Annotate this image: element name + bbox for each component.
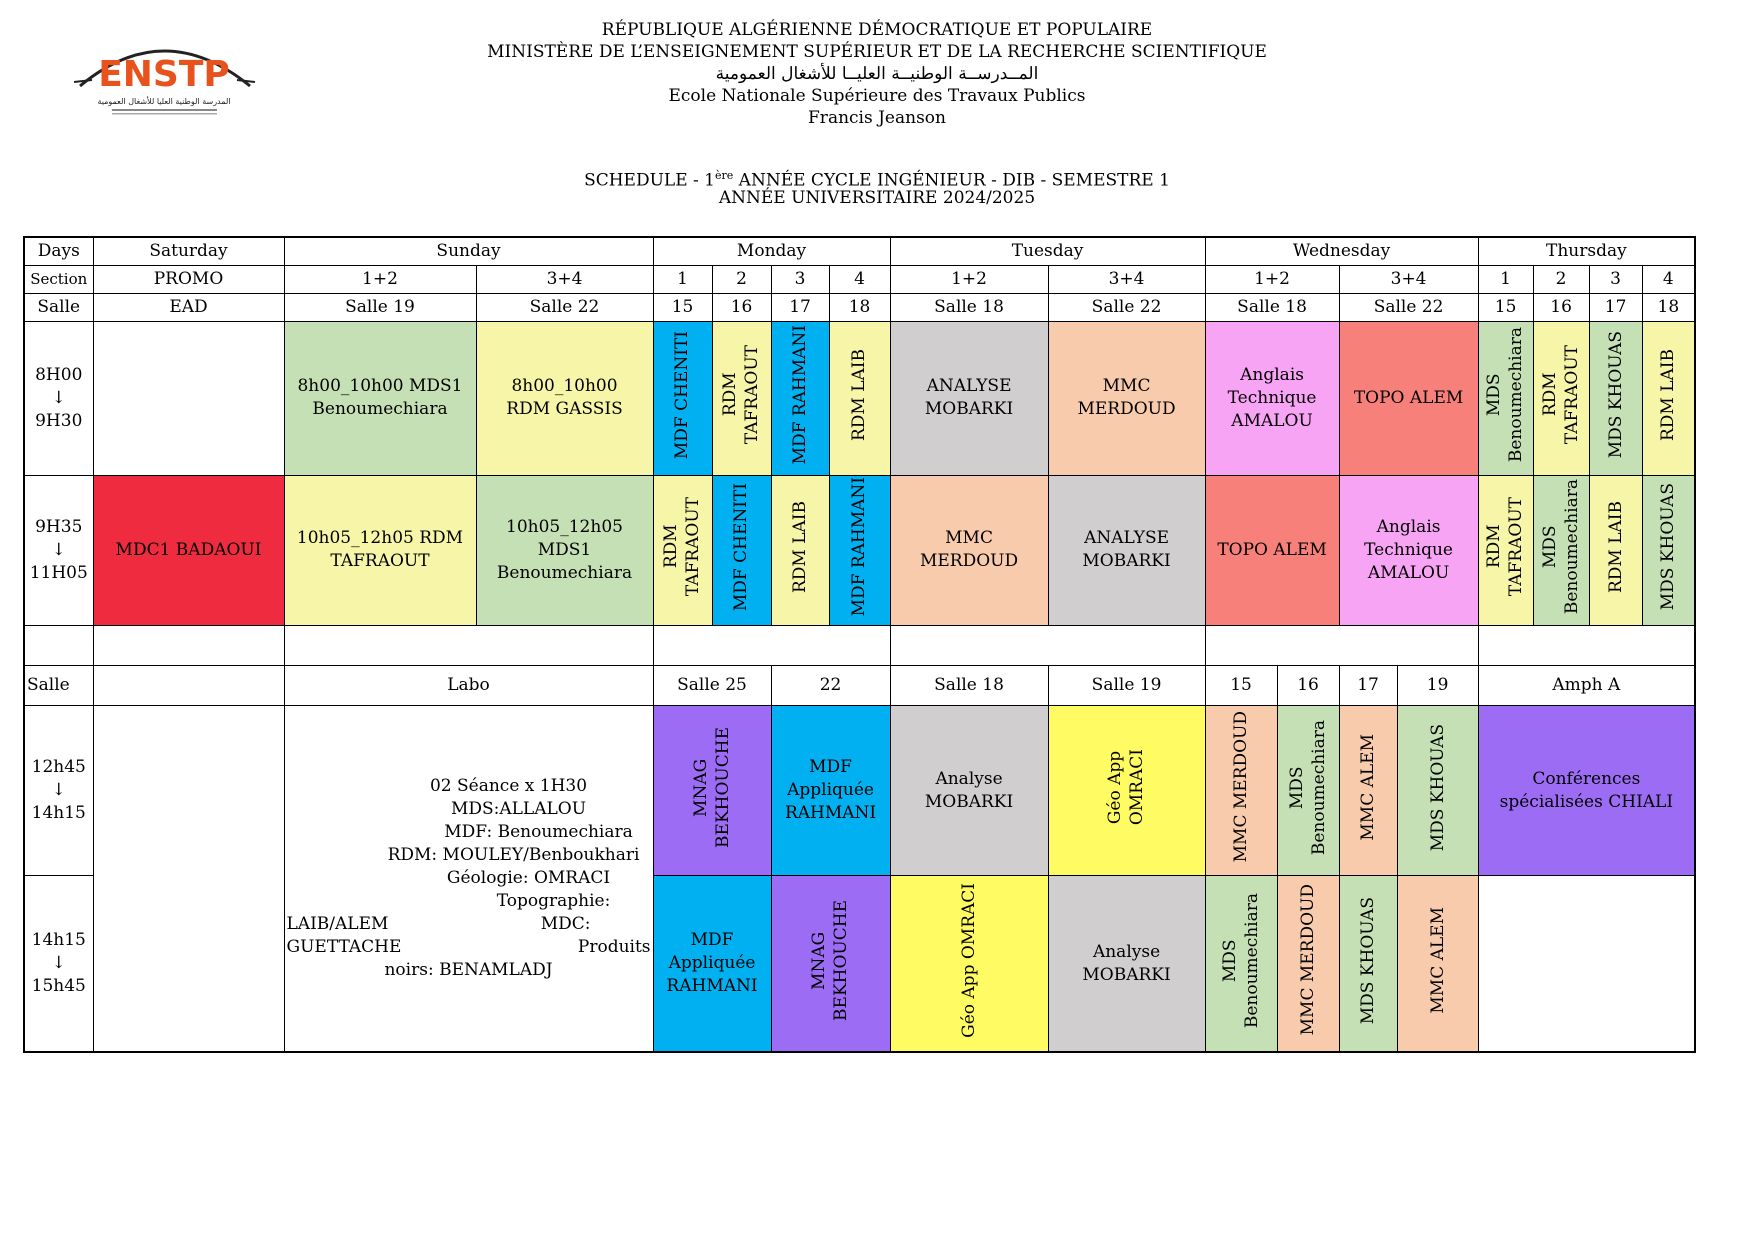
course-cell: MDS KHOUAS (1658, 483, 1679, 611)
day-saturday: Saturday (93, 237, 284, 265)
schedule-title-block (0, 165, 1754, 209)
course-cell-empty (93, 706, 284, 1052)
course-cell: MDS Benoumechiara (1286, 719, 1330, 855)
labo-line: MDS:ALLALOU (450, 799, 587, 820)
salle-cell: Salle 18 (1205, 293, 1339, 321)
time-slot-3: 12h45 ↓ 14h15 (24, 706, 93, 876)
logo-subtext: المدرسة الوطنية العليا للأشغال العمومية (97, 97, 231, 106)
days-row (24, 237, 1695, 265)
logo-text: ENSTP (98, 54, 230, 95)
section-cell: 3 (771, 265, 829, 293)
course-cell: 8h00_10h00 MDS1 Benoumechiara (284, 321, 476, 475)
day-sunday: Sunday (284, 237, 653, 265)
salle-cell: Salle 22 (1048, 293, 1205, 321)
course-cell: Anglais Technique AMALOU (1339, 475, 1478, 625)
course-cell: RDM LAIB (1658, 348, 1679, 441)
course-cell: MDC1 BADAOUI (93, 475, 284, 625)
course-cell: MDS Benoumechiara (1539, 479, 1583, 615)
labo-line: LAIB/ALEM (286, 913, 389, 934)
salle-cell: 15 (1478, 293, 1533, 321)
course-cell: Analyse MOBARKI (890, 706, 1048, 876)
salle-cell: Salle 25 (653, 666, 771, 706)
course-cell: MDS KHOUAS (1605, 331, 1626, 459)
course-cell: 8h00_10h00 RDM GASSIS (476, 321, 653, 475)
salle-cell: 15 (1205, 666, 1277, 706)
labo-info-cell (284, 706, 653, 1052)
salle-cell: Salle 18 (890, 293, 1048, 321)
salle-cell: 16 (712, 293, 771, 321)
day-thursday: Thursday (1478, 237, 1695, 265)
labo-line: RDM: MOULEY/Benboukhari (387, 845, 640, 866)
labo-line: Topographie: (496, 890, 611, 911)
course-cell: Géo App OMRACI (959, 882, 979, 1038)
day-tuesday: Tuesday (890, 237, 1205, 265)
course-cell: RDM LAIB (789, 500, 810, 593)
course-cell: RDM LAIB (849, 348, 870, 441)
course-cell: Analyse MOBARKI (1048, 876, 1205, 1052)
course-cell: MMC MERDOUD (1048, 321, 1205, 475)
labo-line: Géologie: OMRACI (446, 868, 611, 889)
course-cell-empty (1478, 876, 1695, 1052)
section-label: Section (24, 265, 93, 293)
labo-line: MDF: Benoumechiara (444, 822, 633, 843)
schedule-table (23, 236, 1696, 1053)
section-cell: 3+4 (476, 265, 653, 293)
salle-label: Salle (24, 293, 93, 321)
section-cell: 1+2 (1205, 265, 1339, 293)
salle-cell: 18 (1642, 293, 1695, 321)
course-cell: MDS Benoumechiara (1484, 327, 1527, 463)
days-label: Days (24, 237, 93, 265)
course-cell: Géo App OMRACI (1105, 749, 1148, 826)
time-slot-4: 14h15 ↓ 15h45 (24, 876, 93, 1052)
course-cell: RDM TAFRAOUT (720, 345, 763, 445)
course-cell: MNAG BEKHOUCHE (809, 899, 852, 1021)
salle-cell: 22 (771, 666, 890, 706)
labo-line: Produits (577, 936, 651, 957)
salle-cell: Amph A (1478, 666, 1695, 706)
section-cell: 2 (1533, 265, 1589, 293)
break-row (24, 625, 1695, 665)
course-cell: MDF Appliquée RAHMANI (771, 706, 890, 876)
salle-cell: 15 (653, 293, 712, 321)
course-cell: 10h05_12h05 MDS1 Benoumechiara (476, 475, 653, 625)
day-monday: Monday (653, 237, 890, 265)
course-cell: ANALYSE MOBARKI (890, 321, 1048, 475)
course-cell: MNAG BEKHOUCHE (690, 726, 734, 848)
schedule-title: SCHEDULE - 1ère ANNÉE CYCLE INGÉNIEUR - DIB - SEMESTRE 1 (584, 169, 1170, 191)
time-slot-1: 8H00 ↓ 9H30 (24, 321, 93, 475)
course-cell: MDF CHENITI (672, 330, 693, 459)
course-cell: MMC ALEM (1427, 906, 1448, 1014)
course-cell: RDM TAFRAOUT (661, 497, 704, 597)
section-cell: 3+4 (1048, 265, 1205, 293)
course-cell: MDS KHOUAS (1427, 723, 1448, 851)
salle-row (24, 293, 1695, 321)
header-ministry: MINISTÈRE DE L’ENSEIGNEMENT SUPÉRIEUR ET DE LA RECHERCHE SCIENTIFIQUE (487, 42, 1267, 62)
course-cell-empty (93, 321, 284, 475)
labo-line: noirs: BENAMLADJ (384, 959, 553, 980)
salle-cell: EAD (93, 293, 284, 321)
course-cell: MDF RAHMANI (789, 325, 810, 465)
salle-cell: Salle 18 (890, 666, 1048, 706)
section-cell: 4 (1642, 265, 1695, 293)
salle-cell: 17 (1589, 293, 1642, 321)
header-francis: Francis Jeanson (808, 108, 946, 128)
course-cell: MMC MERDOUD (1298, 884, 1319, 1036)
salle-cell: 17 (1339, 666, 1397, 706)
course-cell: RDM LAIB (1605, 500, 1626, 593)
slot-row-3 (24, 706, 1695, 876)
section-cell: 1 (653, 265, 712, 293)
course-cell: MMC MERDOUD (890, 475, 1048, 625)
document-header (0, 19, 1754, 129)
course-cell: MDS Benoumechiara (1219, 892, 1263, 1028)
salle-cell: Salle 19 (1048, 666, 1205, 706)
header-school: Ecole Nationale Supérieure des Travaux Publics (668, 86, 1086, 106)
section-cell: 1+2 (890, 265, 1048, 293)
course-cell: MMC MERDOUD (1231, 711, 1252, 863)
salle-cell: Salle 22 (1339, 293, 1478, 321)
section-cell: PROMO (93, 265, 284, 293)
salle-cell: Salle 19 (284, 293, 476, 321)
labo-line: GUETTACHE (286, 936, 402, 957)
salle-cell: Labo (284, 666, 653, 706)
day-wednesday: Wednesday (1205, 237, 1478, 265)
labo-line: 02 Séance x 1H30 (429, 776, 588, 797)
course-cell: Conférences spécialisées CHIALI (1478, 706, 1695, 876)
section-cell: 1 (1478, 265, 1533, 293)
section-cell: 3+4 (1339, 265, 1478, 293)
academic-year: ANNÉE UNIVERSITAIRE 2024/2025 (718, 188, 1036, 208)
salle-cell: 16 (1277, 666, 1339, 706)
course-cell: MDF RAHMANI (849, 477, 870, 617)
course-cell: Anglais Technique AMALOU (1205, 321, 1339, 475)
course-cell: MMC ALEM (1358, 733, 1379, 841)
section-cell: 4 (829, 265, 890, 293)
afternoon-salle-row (24, 666, 1695, 706)
salle-cell: Salle 22 (476, 293, 653, 321)
course-cell: TOPO ALEM (1339, 321, 1478, 475)
course-cell: RDM TAFRAOUT (1539, 345, 1583, 445)
salle-cell: 19 (1397, 666, 1478, 706)
slot-row-1 (24, 321, 1695, 475)
course-cell: ANALYSE MOBARKI (1048, 475, 1205, 625)
salle-cell: 17 (771, 293, 829, 321)
time-slot-2: 9H35 ↓ 11H05 (24, 475, 93, 625)
salle-cell: 16 (1533, 293, 1589, 321)
labo-line: MDC: (540, 913, 591, 934)
section-cell: 3 (1589, 265, 1642, 293)
section-cell: 2 (712, 265, 771, 293)
header-republic: RÉPUBLIQUE ALGÉRIENNE DÉMOCRATIQUE ET POPULAIRE (601, 20, 1153, 40)
course-cell: TOPO ALEM (1205, 475, 1339, 625)
section-row (24, 265, 1695, 293)
course-cell: RDM TAFRAOUT (1484, 497, 1527, 597)
slot-row-2 (24, 475, 1695, 625)
header-arabic: المــدرســة الوطنيــة العليــا للأشغال العمومية (715, 64, 1039, 84)
course-cell: MDF CHENITI (731, 482, 752, 611)
course-cell: 10h05_12h05 RDM TAFRAOUT (284, 475, 476, 625)
afternoon-salle-label: Salle (24, 666, 93, 706)
section-cell: 1+2 (284, 265, 476, 293)
course-cell: MDF Appliquée RAHMANI (653, 876, 771, 1052)
course-cell: MDS KHOUAS (1358, 896, 1379, 1024)
salle-cell: 18 (829, 293, 890, 321)
